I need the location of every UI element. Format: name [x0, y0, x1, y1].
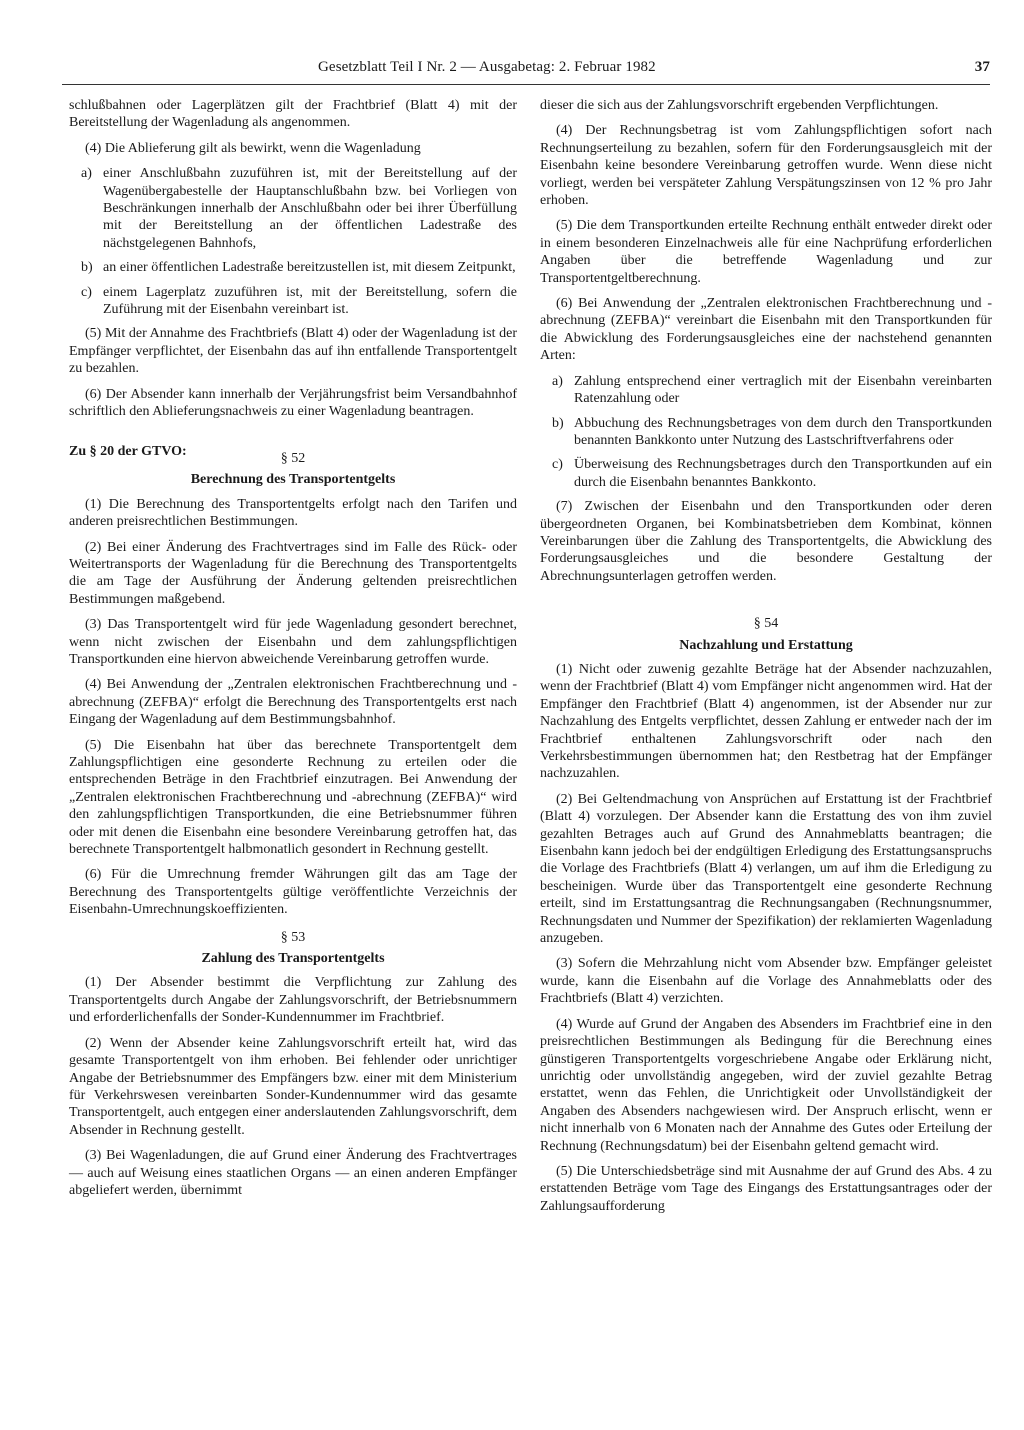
left-column [69, 97, 517, 1207]
paragraph: (6) Bei Anwendung der „Zentralen elektronischen Frachtberechnung und -abrechnung (ZEFBA)“ vereinbart die Eisenbahn mit den Transportkunden für die Abwicklung des Forderungsausgleiches eine der nachstehend genannten Arten: [540, 296, 992, 364]
paragraph: schlußbahnen oder Lagerplätzen gilt der Frachtbrief (Blatt 4) mit der Bereitstellung der Wagenladung als angenommen. [69, 98, 517, 131]
paragraph: (2) Bei Geltendmachung von Ansprüchen auf Erstattung ist der Frachtbrief (Blatt 4) vorzulegen. Der Absender kann die Erstattung des von ihm zuviel gezahlten Betrages auch auf Grund des Annahmeblatts beantragen; die Eisenbahn kann jedoch bei der endgültigen Erledigung des Erstattungsanspruchs die Vorlage des Frachtbriefs (Blatt 4) verlangen, um auf ihm die Erledigung zu bescheinigen. Wurde über das Transportentgelt eine gesonderte Rechnung erteilt, sind im Erstattungsantrag die Rechnungsangaben (Rechnungsnummer, Rechnungsdaten und Nummer der Spezifikation) der reklamierten Wagenladung anzugeben. [540, 791, 992, 947]
section-title: Berechnung des Transportentgelts [190, 472, 396, 488]
list-item-label: a) [81, 166, 92, 182]
section-title: Nachzahlung und Erstattung [679, 637, 853, 653]
section-title: Zahlung des Transportentgelts [201, 951, 385, 967]
header-rule [62, 84, 990, 85]
list-item-text: an einer öffentlichen Ladestraße bereitzustellen ist, mit diesem Zeitpunkt, [103, 260, 516, 276]
paragraph: (1) Die Berechnung des Transportentgelts erfolgt nach den Tarifen und anderen preisrechtlichen Bestimmungen. [69, 496, 517, 530]
paragraph: dieser die sich aus der Zahlungsvorschrift ergebenden Verpflichtungen. [540, 98, 939, 113]
list-item [69, 259, 517, 276]
paragraph: (2) Wenn der Absender keine Zahlungsvorschrift erteilt hat, wird das gesamte Transportentgelt von ihm erhoben. Bei fehlender oder unrichtiger Angabe der Betriebsnummer des Empfängers bzw. einer mit dem Ministerium für Verkehrswesen vereinbarten Sonder-Kundennummer wird das gesamte Transportentgelt, auch entgegen einer anderslautenden Zahlungsvorschrift, dem Absender in Rechnung gestellt. [69, 1035, 517, 1138]
list-item-text: Zahlung entsprechend einer vertraglich mit der Eisenbahn vereinbarten Ratenzahlung oder [574, 373, 992, 407]
spacer [540, 593, 992, 605]
list-item-text: einem Lagerplatz zuzuführen ist, mit der Bereitstellung, sofern die Zuführung mit der Eisenbahn vereinbart ist. [103, 284, 517, 318]
paragraph: (4) Der Rechnungsbetrag ist vom Zahlungspflichtigen sofort nach Rechnungserteilung zu bezahlen, sofern für den Forderungsausgleich mit der Eisenbahn keine besondere Vereinbarung getroffen wurde. Wenn diese nicht vorliegt, werden bei verspäteter Zahlung Verspätungszinsen von 12 % pro Jahr erhoben. [540, 123, 992, 209]
paragraph: (4) Wurde auf Grund der Angaben des Absenders im Frachtbrief eine in den preisrechtlichen Bestimmungen als Bedingung für die Berechnung eines günstigeren Transportentgelts vorgeschriebene Angabe oder Erklärung nicht, unrichtig oder unvollständig angegeben, wird der zuviel gezahlte Betrag erstattet, wenn das Fehlen, die Unrichtigkeit oder Unvollständigkeit der Angaben des Absenders nachgewiesen wird. Der Anspruch erlischt, wenn er nicht innerhalb von 6 Monaten nach der Annahme des Gutes oder Erteilung der Rechnung (Rechnungsdatum) bei der Eisenbahn geltend gemacht wird. [540, 1016, 992, 1154]
paragraph: (2) Bei einer Änderung des Frachtvertrages sind im Falle des Rück- oder Weitertransports der Wagenladung für die Berechnung des Transportentgelts die am Tage der Ausführung der Änderung geltenden preisrechtlichen Bestimmungen maßgebend. [69, 539, 517, 607]
list-item [69, 165, 517, 252]
section-number: § 54 [753, 616, 779, 632]
paragraph: (4) Die Ablieferung gilt als bewirkt, wenn die Wagenladung [85, 140, 421, 156]
page-header [318, 59, 990, 81]
list-item-text: Abbuchung des Rechnungsbetrages von dem durch den Transportkunden benannten Bankkonto unter Nutzung des Lastschriftverfahrens oder [574, 415, 992, 448]
section-number: § 52 [280, 450, 306, 466]
list-item-label: c) [552, 457, 563, 473]
section-reference: Zu § 20 der GTVO: [69, 443, 187, 459]
paragraph: (6) Für die Umrechnung fremder Währungen gilt das am Tage der Berechnung des Transportentgelts gültige veröffentlichte Verzeichnis der Eisenbahn-Umrechnungskoeffizienten. [69, 867, 517, 918]
list-item-label: b) [81, 260, 93, 276]
paragraph: (5) Die Unterschiedsbeträge sind mit Ausnahme der auf Grund des Abs. 4 zu erstattenden Beträge vom Tage des Eingangs des Erstattungsantrages oder der Zahlungsaufforderung [540, 1163, 992, 1214]
right-column [540, 97, 992, 1223]
paragraph: (3) Bei Wagenladungen, die auf Grund einer Änderung des Frachtvertrages — auch auf Weisung eines staatlichen Organs — an einen anderen Empfänger abgeliefert werden, übernimmt [69, 1148, 517, 1198]
list-item [69, 284, 517, 319]
paragraph: (1) Der Absender bestimmt die Verpflichtung zur Zahlung des Transportentgelts durch Angabe der Zahlungsvorschrift, der Betriebsnummern und erforderlichenfalls der Sonder-Kundennummer im Frachtbrief. [69, 975, 517, 1026]
list-item-text: Überweisung des Rechnungsbetrages durch den Transportkunden auf ein durch die Eisenbahn benanntes Bankkonto. [574, 457, 992, 490]
paragraph: (4) Bei Anwendung der „Zentralen elektronischen Frachtberechnung und -abrechnung (ZEFBA)“ erfolgt die Berechnung des Transportentgelts erst nach Eingang der Wagenladung auf dem Bestimmungsbahnhof. [69, 677, 517, 728]
list-item-label: c) [81, 284, 92, 300]
list-item [540, 373, 992, 408]
paragraph: (7) Zwischen der Eisenbahn und den Transportkunden oder deren übergeordneten Organen, bei Kombinatsbetrieben dem Kombinat, können Vereinbarungen über die Zahlung des Transportentgelts, die Abwicklung des Forderungsausgleiches und die besondere Gestaltung der Abrechnungsunterlagen getroffen werden. [540, 499, 992, 584]
section-number: § 53 [280, 929, 306, 945]
list-item [540, 415, 992, 450]
paragraph: (5) Mit der Annahme des Frachtbriefs (Blatt 4) oder der Wagenladung ist der Empfänger verpflichtet, der Eisenbahn das auf ihn entfallende Transportentgelt zu bezahlen. [69, 326, 517, 377]
header-title: Gesetzblatt Teil I Nr. 2 — Ausgabetag: 2. Februar 1982 [318, 59, 656, 75]
paragraph: (5) Die Eisenbahn hat über das berechnete Transportentgelt dem Zahlungspflichtigen eine gesonderte Rechnung zu erteilen oder die entsprechenden Beträge in den Frachtbrief einzutragen. Bei Anwendung der „Zentralen elektronischen Frachtberechnung und -abrechnung (ZEFBA)“ wird den zahlungspflichtigen Transportkunden, die eine Betriebsnummer führen oder mit denen die Eisenbahn eine besondere Vereinbarung getroffen hat, das berechnete Transportentgelt halbmonatlich gesondert in Rechnung gestellt. [69, 737, 517, 858]
paragraph: (6) Der Absender kann innerhalb der Verjährungsfrist beim Versandbahnhof schriftlich den Ablieferungsnachweis zu einer Wagenladung beantragen. [69, 386, 517, 420]
paragraph: (3) Sofern die Mehrzahlung nicht vom Absender bzw. Empfänger geleistet wurde, kann die Eisenbahn auf die Vorlage des Annahmeblatts oder des Frachtbriefs (Blatt 4) verzichten. [540, 956, 992, 1007]
paragraph: (1) Nicht oder zuwenig gezahlte Beträge hat der Absender nachzuzahlen, wenn der Frachtbrief (Blatt 4) vom Empfänger nicht angenommen wird. Hat der Empfänger den Frachtbrief (Blatt 4) angenommen, ist der Absender nur zur Nachzahlung des Entgelts verpflichtet, dessen Zahlung er entweder nach der im Frachtbrief enthaltenen Zahlungsvorschrift oder nach den Verkehrsbestimmungen übernommen hat; den Restbetrag hat der Empfänger nachzuzahlen. [540, 661, 992, 782]
list-item-text: einer Anschlußbahn zuzuführen ist, mit der Bereitstellung auf der Wagenübergabestelle der Hauptanschlußbahn bzw. bei Vorliegen von Beschränkungen innerhalb der Anschlußbahn oder bei ihrer Überfüllung mit der Bereitstellung an der öffentlichen Ladestraße des nächstgelegenen Bahnhofs, [103, 166, 517, 251]
list-item-label: a) [552, 373, 563, 389]
paragraph: (3) Das Transportentgelt wird für jede Wagenladung gesondert berechnet, wenn nicht zwischen der Eisenbahn und dem zahlungspflichtigen Transportkunden eine hiervon abweichende Vereinbarung getroffen wurde. [69, 617, 517, 667]
list-item-label: b) [552, 415, 564, 431]
list-item [540, 456, 992, 491]
paragraph: (5) Die dem Transportkunden erteilte Rechnung enthält entweder direkt oder in einem besonderen Einzelnachweis alle für eine Nachprüfung erforderlichen Angaben über die betreffende Wagenladung und zur Transportentgeltberechnung. [540, 218, 992, 286]
page-number: 37 [974, 59, 990, 75]
